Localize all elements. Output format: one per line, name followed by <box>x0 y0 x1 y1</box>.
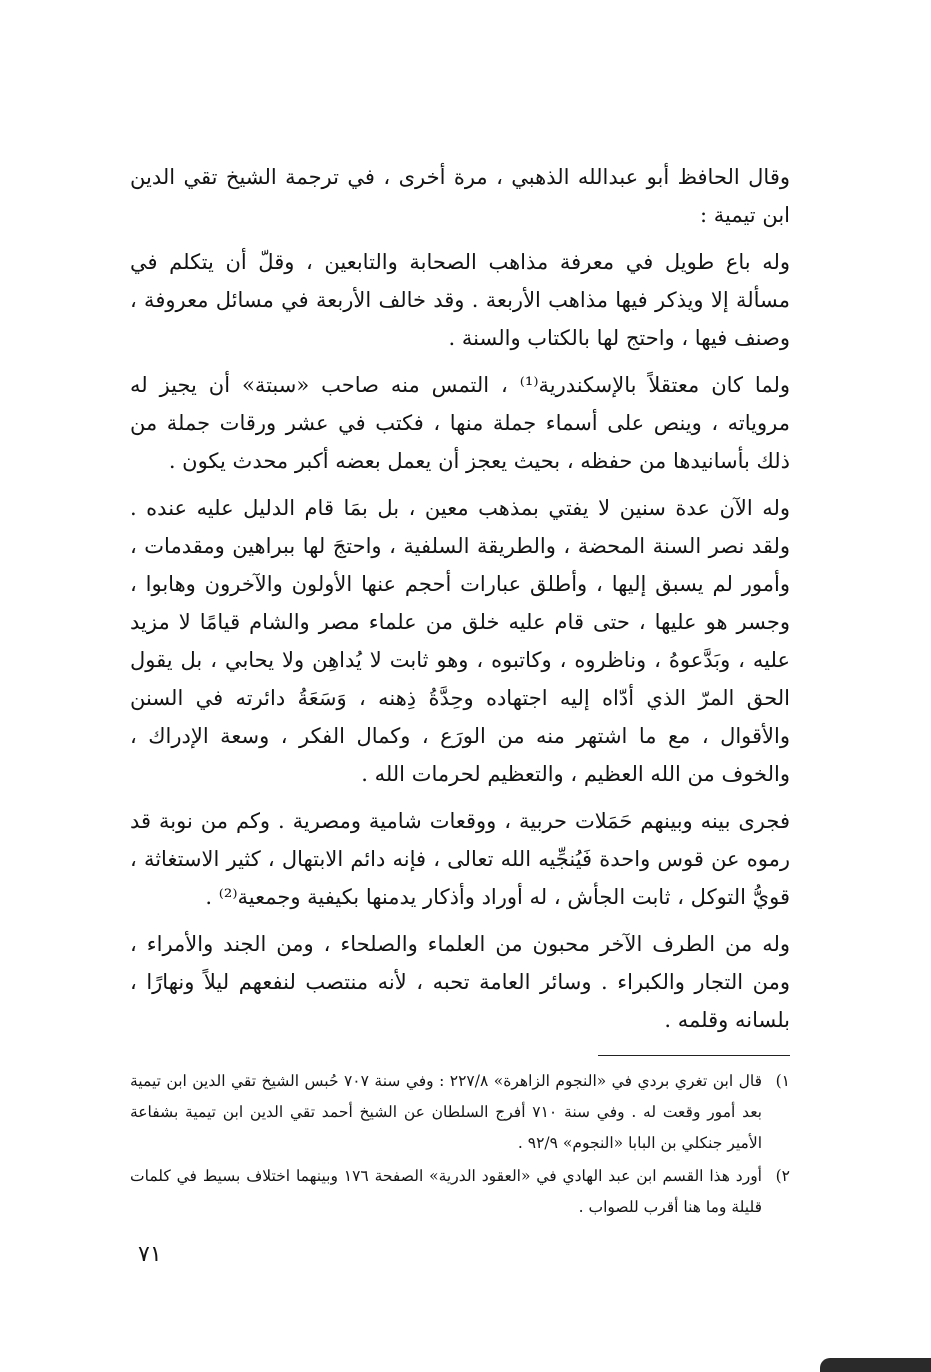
footnote-number: ١) <box>775 1072 790 1090</box>
footnote-text: أورد هذا القسم ابن عبد الهادي في «العقود الدرية» الصفحة ١٧٦ وبينهما اختلاف بسيط في كلمات قليلة وما هنا أقرب للصواب . <box>130 1167 762 1216</box>
paragraph-madhahib: وله باع طويل في معرفة مذاهب الصحابة والتابعين ، وقلّ أن يتكلم في مسألة إلا ويذكر فيها مذاهب الأربعة . وقد خالف الأربعة في مسائل معروفة ، وصنف فيها ، واحتج لها بالكتاب والسنة . <box>130 250 790 350</box>
paragraph-intro: وقال الحافظ أبو عبدالله الذهبي ، مرة أخرى ، في ترجمة الشيخ تقي الدين ابن تيمية : <box>130 165 790 227</box>
footnote-number: ٢) <box>775 1167 790 1185</box>
footnote-separator <box>598 1055 790 1056</box>
paragraph-supporters: وله من الطرف الآخر محبون من العلماء والصلحاء ، ومن الجند والأمراء ، ومن التجار والكبراء . وسائر العامة تحبه ، لأنه منتصب لنفعهم ليلاً ونهارًا ، بلسانه وقلمه . <box>130 932 790 1032</box>
paragraph-ijtihad: وله الآن عدة سنين لا يفتي بمذهب معين ، بل بمَا قام الدليل عليه عنده . ولقد نصر السنة المحضة ، والطريقة السلفية ، واحتجَ لها ببراهين ومقدمات ، وأمور لم يسبق إليها ، وأطلق عبارات أحجم عنها الأولون والآخرون وهابوا ، وجسر هو عليها ، حتى قام عليه خلق من علماء مصر والشام قيامًا لا مزيد عليه ، وبَدَّعوهُ ، وناظروه ، وكاتبوه ، وهو ثابت لا يُداهِن ولا يحابي ، بل يقول الحق المرّ الذي أدّاه إليه اجتهاده وحِدَّةُ ذِهنه ، وَسَعَةُ دائرته في السنن والأقوال ، مع ما اشتهر منه من الورَع ، وكمال الفكر ، وسعة الإدراك ، والخوف من الله العظيم ، والتعظيم لحرمات الله . <box>130 496 790 786</box>
footnote-2 <box>130 1161 790 1223</box>
main-text <box>130 158 790 1039</box>
scan-edge-shadow <box>820 1358 931 1372</box>
footnotes <box>130 1066 790 1223</box>
paragraph-alexandria: ولما كان معتقلاً بالإسكندرية⁽¹⁾ ، التمس منه صاحب «سبتة» أن يجيز له مروياته ، وينص على أسماء جملة منها ، فكتب في عشر ورقات جملة من ذلك بأسانيدها من حفظه ، بحيث يعجز أن يعمل بعضه أكبر محدث يكون . <box>130 373 790 473</box>
footnote-text: قال ابن تغري بردي في «النجوم الزاهرة» ٢٢٧/٨ : وفي سنة ٧٠٧ حُبس الشيخ تقي الدين ابن تيمية بعد أمور وقعت له . وفي سنة ٧١٠ أفرج السلطان عن الشيخ أحمد تقي الدين ابن تيمية بشفاعة الأمير جنكلي بن البابا «النجوم» ٩٢/٩ . <box>130 1072 762 1152</box>
paragraph-campaigns: فجرى بينه وبينهم حَمَلات حربية ، ووقعات شامية ومصرية . وكم من نوبة قد رموه عن قوس واحدة فَيُنجِّيه الله تعالى ، فإنه دائم الابتهال ، كثير الاستغاثة ، قويُّ التوكل ، ثابت الجأش ، له أوراد وأذكار يدمنها بكيفية وجمعية⁽²⁾ . <box>130 809 790 909</box>
footnote-1 <box>130 1066 790 1159</box>
page-number: ٧١ <box>138 1242 162 1267</box>
